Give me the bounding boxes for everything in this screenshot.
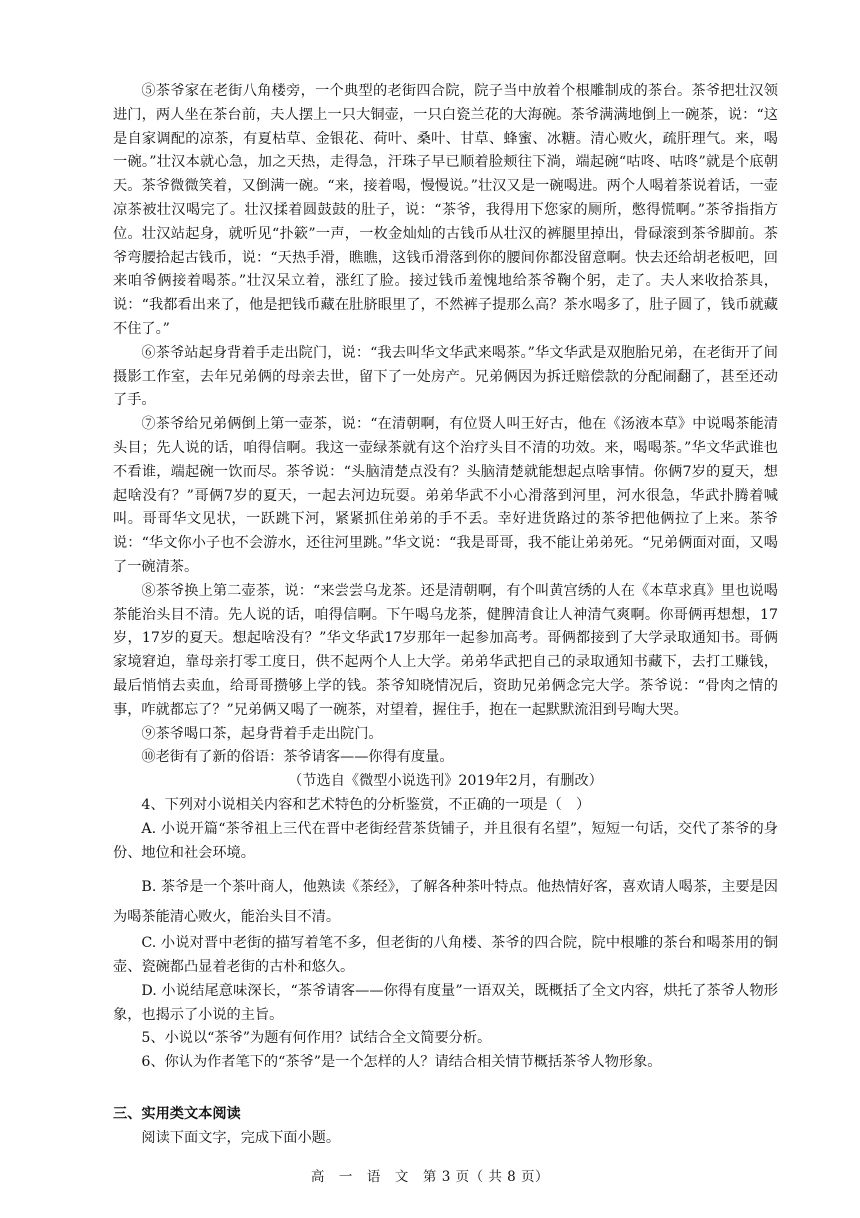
page-number-text: 高 一 语 文 第 3 页（ 共 8 页） (310, 1169, 550, 1185)
question-4-option-a: A. 小说开篇“茶爷祖上三代在晋中老街经营茶货铺子，并且很有名望”，短短一句话，交代了茶爷的身份、地位和社会环境。 (113, 820, 778, 861)
page-content (113, 80, 778, 1151)
story-paragraph-9: ⑨茶爷喝口茶，起身背着手走出院门。 (141, 725, 383, 742)
story-paragraph-5: ⑤茶爷家在老街八角楼旁，一个典型的老街四合院，院子当中放着个根雕制成的茶台。茶爷把壮汉领进门，两人坐在茶台前，夫人摆上一只大铜壶，一只白瓷兰花的大海碗。茶爷满满地倒上一碗茶，说：“这是自家调配的凉茶，有夏枯草、金银花、荷叶、桑叶、甘草、蜂蜜、冰糖。清心败火，疏肝理气。来，喝一碗。”壮汉本就心急，加之天热，走得急，汗珠子早已顺着脸颊往下淌，端起碗“咕咚、咕咚”就是个底朝天。茶爷微微笑着，又倒满一碗。“来，接着喝，慢慢说。”壮汉又是一碗喝进。两个人喝着茶说着话，一壶凉茶被壮汉喝完了。壮汉揉着圆鼓鼓的肚子，说：“茶爷，我得用下您家的厕所，憋得慌啊。”茶爷指指方位。壮汉站起身，就听见“扑簌”一声，一枚金灿灿的古钱币从壮汉的裤腿里掉出，骨碌滚到茶爷脚前。茶爷弯腰拾起古钱币，说：“天热手滑，瞧瞧，这钱币滑落到你的腰间你都没留意啊。快去还给胡老板吧，回来咱爷俩接着喝茶。”壮汉呆立着，涨红了脸。接过钱币羞愧地给茶爷鞠个躬，走了。夫人来收拾茶具，说：“我都看出来了，他是把钱币藏在肚脐眼里了，不然裤子提那么高？茶水喝多了，肚子圆了，钱币就藏不住了。” (113, 83, 778, 337)
question-6: 6、你认为作者笔下的“茶爷”是一个怎样的人？请结合相关情节概括茶爷人物形象。 (141, 1054, 662, 1071)
story-paragraph-8: ⑧茶爷换上第二壶茶，说：“来尝尝乌龙茶。还是清朝啊，有个叫黄宫绣的人在《本草求真》里也说喝茶能治头目不清。先人说的话，咱得信啊。下午喝乌龙茶，健脾清食让人神清气爽啊。你哥俩再想想，17岁，17岁的夏天。想起啥没有？”华文华武17岁那年一起参加高考。哥俩都接到了大学录取通知书。哥俩家境窘迫，靠母亲打零工度日，供不起两个人上大学。弟弟华武把自己的录取通知书藏下，去打工赚钱，最后悄悄去卖血，给哥哥攒够上学的钱。茶爷知晓情况后，资助兄弟俩念完大学。茶爷说：“骨肉之情的事，咋就都忘了？”兄弟俩又喝了一碗茶，对望着，握住手，抱在一起默默流泪到号啕大哭。 (113, 582, 778, 718)
section-heading: 三、实用类文本阅读 (113, 1106, 241, 1123)
story-paragraph-7: ⑦茶爷给兄弟俩倒上第一壶茶，说：“在清朝啊，有位贤人叫王好古，他在《汤液本草》中说喝茶能清头目；先人说的话，咱得信啊。我这一壶绿茶就有这个治疗头目不清的功效。来，喝喝茶。”华文华武谁也不看谁，端起碗一饮而尽。茶爷说：“头脑清楚点没有？头脑清楚就能想起点啥事情。你俩7岁的夏天，想起啥没有？”哥俩7岁的夏天，一起去河边玩耍。弟弟华武不小心滑落到河里，河水很急，华武扑腾着喊叫。哥哥华文见状，一跃跳下河，紧紧抓住弟弟的手不丢。幸好进货路过的茶爷把他俩拉了上来。茶爷说：“华文你小子也不会游水，还往河里跳。”华文说：“我是哥哥，我不能让弟弟死。“兄弟俩面对面，又喝了一碗清茶。 (113, 416, 778, 575)
question-4-option-c: C. 小说对晋中老街的描写着笔不多，但老街的八角楼、茶爷的四合院，院中根雕的茶台和喝茶用的铜壶、瓷碗都凸显着老街的古朴和悠久。 (113, 935, 778, 976)
page-footer (0, 1165, 860, 1185)
section-instruction: 阅读下面文字，完成下面小题。 (141, 1129, 341, 1146)
question-4-option-d: D. 小说结尾意味深长，“茶爷请客——你得有度量”一语双关，既概括了全文内容，烘托了茶爷人物形象，也揭示了小说的主旨。 (113, 982, 778, 1023)
story-paragraph-10: ⑩老街有了新的俗语：茶爷请客——你得有度量。 (141, 749, 454, 766)
question-4-option-b: B. 茶爷是一个茶叶商人，他熟读《茶经》，了解各种茶叶特点。他热情好客，喜欢请人喝茶，主要是因为喝茶能清心败火，能治头目不清。 (113, 879, 778, 926)
story-paragraph-6: ⑥茶爷站起身背着手走出院门，说：“我去叫华文华武来喝茶。”华文华武是双胞胎兄弟，在老街开了间摄影工作室，去年兄弟俩的母亲去世，留下了一处房产。兄弟俩因为拆迁赔偿款的分配闹翻了，甚至还动了手。 (113, 344, 778, 409)
question-4: 4、下列对小说相关内容和艺术特色的分析鉴赏，不正确的一项是（ ） (141, 796, 591, 813)
question-5: 5、小说以“茶爷”为题有何作用？试结合全文简要分析。 (141, 1030, 492, 1047)
source-citation: （节选自《微型小说选刊》2019年2月，有删改） (288, 773, 603, 790)
